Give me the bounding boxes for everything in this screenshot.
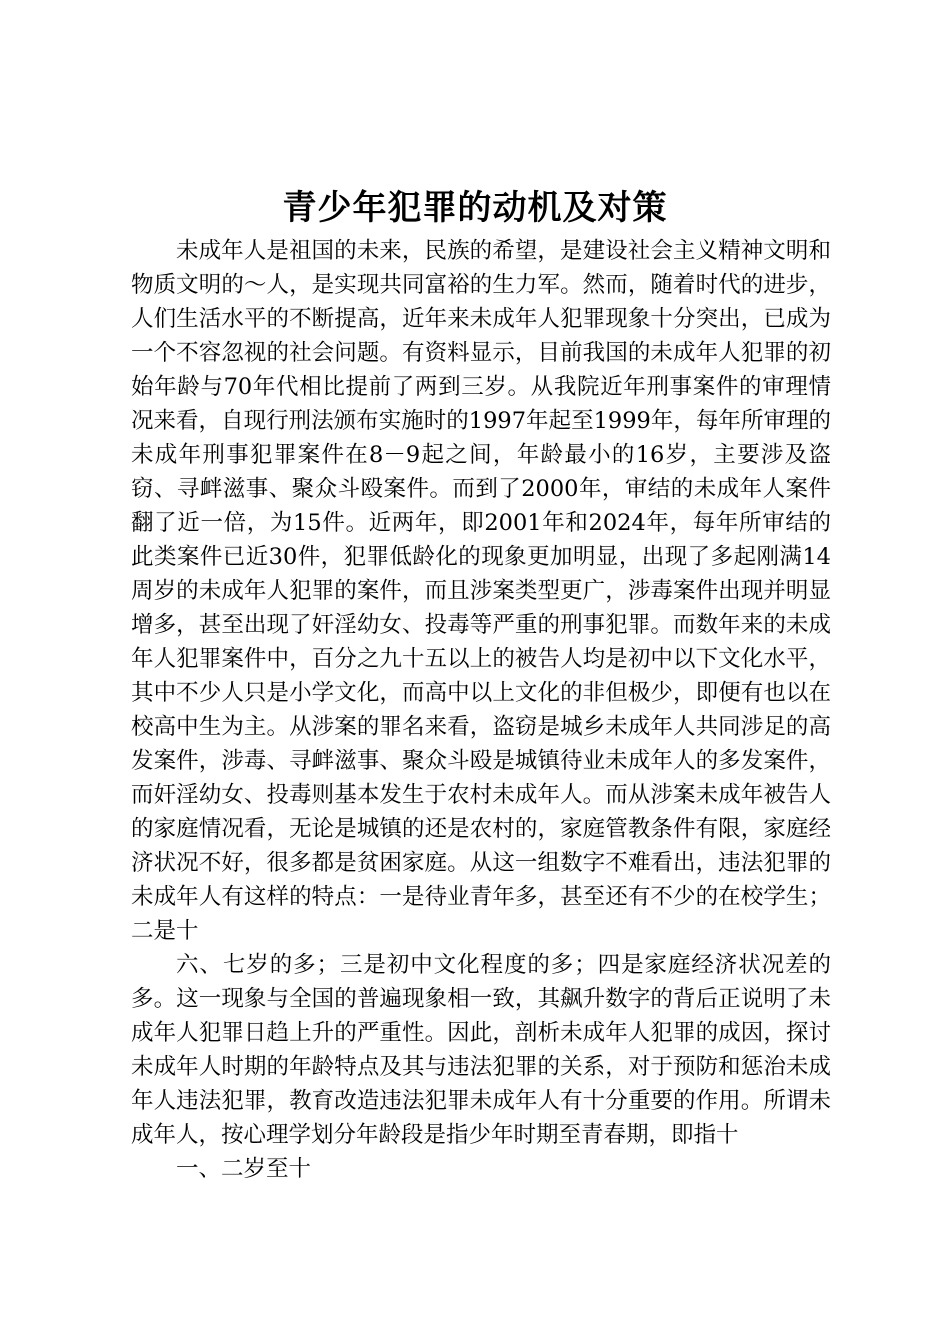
document-title: 青少年犯罪的动机及对策 bbox=[282, 188, 668, 228]
paragraph-2: 六、七岁的多；三是初中文化程度的多；四是家庭经济状况差的多。这一现象与全国的普遍现象相一致，其飙升数字的背后正说明了未成年人犯罪日趋上升的严重性。因此，剖析未成年人犯罪的成因，探讨未成年人时期的年龄特点及其与违法犯罪的关系，对于预防和惩治未成年人违法犯罪，教育改造违法犯罪未成年人有十分重要的作用。所谓未成年人，按心理学划分年龄段是指少年时期至青春期，即指十 bbox=[131, 952, 831, 1148]
paragraph-1: 未成年人是祖国的未来，民族的希望，是建设社会主义精神文明和物质文明的～人，是实现共同富裕的生力军。然而，随着时代的进步，人们生活水平的不断提高，近年来未成年人犯罪现象十分突出，已成为一个不容忽视的社会问题。有资料显示，目前我国的未成年人犯罪的初始年龄与70年代相比提前了两到三岁。从我院近年刑事案件的审理情况来看，自现行刑法颁布实施时的1997年起至1999年，每年所审理的未成年刑事犯罪案件在8－9起之间，年龄最小的16岁，主要涉及盗窃、寻衅滋事、聚众斗殴案件。而到了2000年，审结的未成年人案件翻了近一倍，为15件。近两年，即2001年和2024年，每年所审结的此类案件已近30件，犯罪低龄化的现象更加明显，出现了多起刚满14周岁的未成年人犯罪的案件，而且涉案类型更广，涉毒案件出现并明显增多，甚至出现了奸淫幼女、投毒等严重的刑事犯罪。而数年来的未成年人犯罪案件中，百分之九十五以上的被告人均是初中以下文化水平，其中不少人只是小学文化，而高中以上文化的非但极少，即便有也以在校高中生为主。从涉案的罪名来看，盗窃是城乡未成年人共同涉足的高发案件，涉毒、寻衅滋事、聚众斗殴是城镇待业未成年人的多发案件，而奸淫幼女、投毒则基本发生于农村未成年人。而从涉案未成年被告人的家庭情况看，无论是城镇的还是农村的，家庭管教条件有限，家庭经济状况不好，很多都是贫困家庭。从这一组数字不难看出，违法犯罪的未成年人有这样的特点：一是待业青年多，甚至还有不少的在校学生；二是十 bbox=[131, 238, 831, 944]
document-body bbox=[131, 234, 831, 1186]
paragraph-3: 一、二岁至十 bbox=[176, 1156, 312, 1182]
